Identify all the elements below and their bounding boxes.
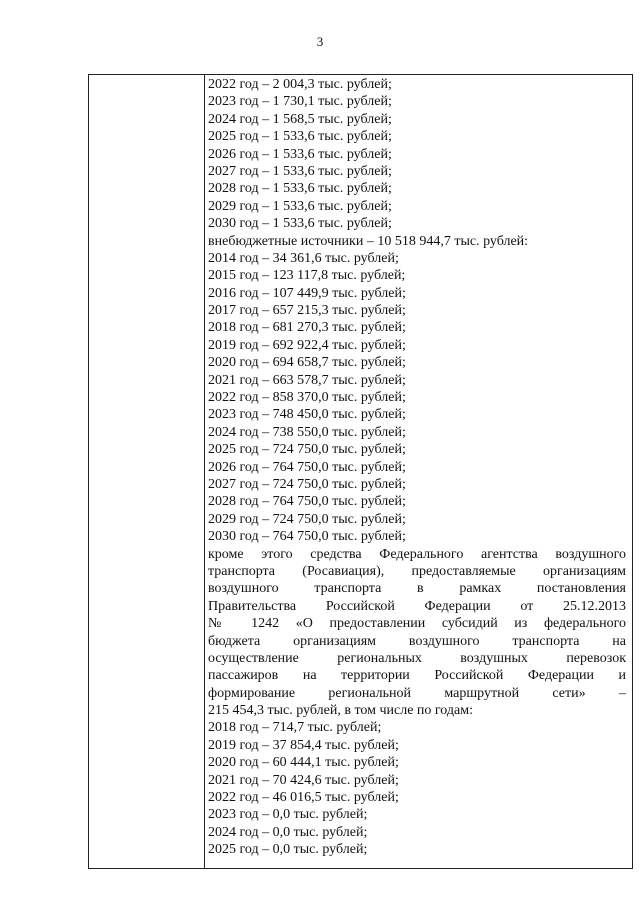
text-line: 2019 год – 37 854,4 тыс. рублей; <box>208 737 399 753</box>
text-line: 2027 год – 1 533,6 тыс. рублей; <box>208 163 392 179</box>
text-line: 2029 год – 724 750,0 тыс. рублей; <box>208 511 406 527</box>
text-line: кроме этого средства Федерального агентства воздушного <box>208 546 626 562</box>
text-line: 2014 год – 34 361,6 тыс. рублей; <box>208 250 399 266</box>
text-line: 2029 год – 1 533,6 тыс. рублей; <box>208 198 392 214</box>
text-line: пассажиров на территории Российской Федерации и <box>208 668 626 684</box>
text-line: № 1242 «О предоставлении субсидий из федерального <box>208 616 626 632</box>
text-line: 2023 год – 748 450,0 тыс. рублей; <box>208 407 406 423</box>
text-line: 2023 год – 0,0 тыс. рублей; <box>208 807 368 823</box>
text-line: осуществление региональных воздушных перевозок <box>208 650 626 666</box>
text-line: 2019 год – 692 922,4 тыс. рублей; <box>208 337 406 353</box>
text-line: 2027 год – 724 750,0 тыс. рублей; <box>208 476 406 492</box>
text-line: 2018 год – 681 270,3 тыс. рублей; <box>208 320 406 336</box>
text-line: 2026 год – 1 533,6 тыс. рублей; <box>208 146 392 162</box>
text-line: 2025 год – 724 750,0 тыс. рублей; <box>208 442 406 458</box>
text-line: 2025 год – 0,0 тыс. рублей; <box>208 842 368 858</box>
text-line: транспорта (Росавиация), предоставляемые организациям <box>208 563 626 579</box>
text-line: 2016 год – 107 449,9 тыс. рублей; <box>208 285 406 301</box>
text-line: 2021 год – 70 424,6 тыс. рублей; <box>208 772 399 788</box>
text-line: 2030 год – 764 750,0 тыс. рублей; <box>208 529 406 545</box>
text-line: 2017 год – 657 215,3 тыс. рублей; <box>208 303 406 319</box>
text-line: 2028 год – 1 533,6 тыс. рублей; <box>208 181 392 197</box>
document-table <box>88 74 633 869</box>
text-line: 2030 год – 1 533,6 тыс. рублей; <box>208 216 392 232</box>
text-line: 2018 год – 714,7 тыс. рублей; <box>208 720 382 736</box>
text-line: 2026 год – 764 750,0 тыс. рублей; <box>208 459 406 475</box>
text-line: 2028 год – 764 750,0 тыс. рублей; <box>208 494 406 510</box>
text-line: 2024 год – 0,0 тыс. рублей; <box>208 824 368 840</box>
text-line: 2020 год – 694 658,7 тыс. рублей; <box>208 355 406 371</box>
text-line: 2022 год – 46 016,5 тыс. рублей; <box>208 790 399 806</box>
text-line: внебюджетные источники – 10 518 944,7 тыс. рублей: <box>208 233 529 249</box>
text-line: 215 454,3 тыс. рублей, в том числе по годам: <box>208 703 473 719</box>
text-line: 2022 год – 2 004,3 тыс. рублей; <box>208 77 392 92</box>
page-number: 3 <box>316 34 324 49</box>
text-line: 2024 год – 738 550,0 тыс. рублей; <box>208 424 406 440</box>
text-line: Правительства Российской Федерации от 25.12.2013 <box>208 598 626 614</box>
text-line: 2025 год – 1 533,6 тыс. рублей; <box>208 129 392 145</box>
table-right-cell <box>205 75 632 868</box>
text-line: 2022 год – 858 370,0 тыс. рублей; <box>208 390 406 406</box>
text-line: 2020 год – 60 444,1 тыс. рублей; <box>208 755 399 771</box>
table-left-cell <box>89 75 205 868</box>
text-line: формирование региональной маршрутной сети» – <box>208 685 626 701</box>
text-line: 2023 год – 1 730,1 тыс. рублей; <box>208 94 392 110</box>
text-line: 2015 год – 123 117,8 тыс. рублей; <box>208 268 406 284</box>
text-line: 2021 год – 663 578,7 тыс. рублей; <box>208 372 406 388</box>
text-line: бюджета организациям воздушного транспорта на <box>208 633 626 649</box>
text-line: воздушного транспорта в рамках постановления <box>208 581 626 597</box>
text-line: 2024 год – 1 568,5 тыс. рублей; <box>208 111 392 127</box>
